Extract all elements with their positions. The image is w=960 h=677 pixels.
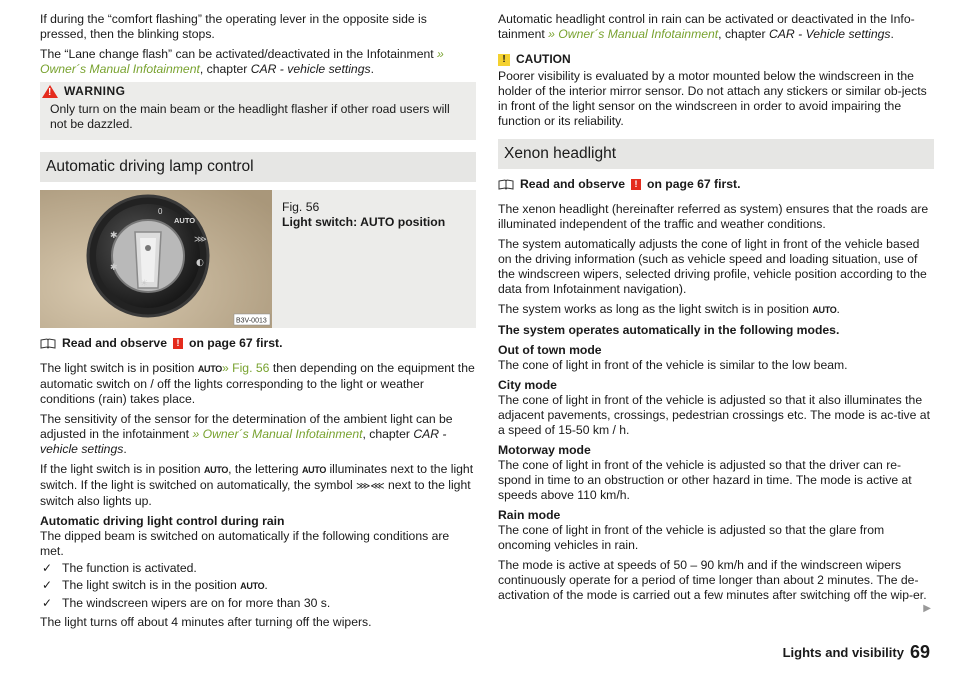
figure-caption-text: Light switch: AUTO position	[282, 215, 446, 229]
mode-item: Rain mode The cone of light in front of the vehicle is adjusted so that the glare from oncoming vehicles in rain.	[498, 508, 885, 552]
paragraph-lights-off: The light turns off about 4 minutes after turning off the wipers.	[40, 615, 372, 629]
paragraph-lane-change: The “Lane change flash” can be activated/deactivated in the Infotainment » Owner´s Manual Infotainment, chapter CAR - vehicle settings.	[40, 47, 444, 76]
read-observe-line: Read and observe ! on page 67 first.	[498, 177, 934, 192]
figure-number: Fig. 56	[282, 200, 320, 214]
low-beam-icon: ◐	[196, 258, 204, 268]
list-item: ✓ The function is activated.	[40, 561, 476, 576]
caution-icon: !	[498, 54, 510, 66]
parking-light-icon: ⋙	[194, 235, 207, 245]
auto-icon: AUTO	[197, 364, 222, 374]
auto-icon: AUTO	[301, 465, 327, 475]
page-number: 69	[909, 642, 930, 662]
paragraph-xenon-adjust: The system automatically adjusts the cone of light in front of the vehicle based on the driving information (such as vehicle speed and loading situation, use of the windscreen wipers, selected driving profile, vehicle position according to the data from Infotainment navigation).	[498, 237, 927, 296]
footer-section: Lights and visibility	[782, 645, 904, 660]
figure-code: B3V-0013	[236, 317, 267, 325]
auto-icon: AUTO	[812, 305, 837, 315]
section-title-xenon: Xenon headlight	[498, 139, 934, 169]
paragraph-rain-mode-active: The mode is active at speeds of 50 – 90 km/h and if the windscreen wipers continuously operate for a period of time longer than about 2 minutes. The de-activation of the mode is carried out a few minutes after switching off the wip-er.	[498, 558, 927, 602]
list-item: ✓ The light switch is in the position AUTO.	[40, 578, 476, 594]
continue-arrow-icon: ▶	[923, 603, 931, 614]
figure-56-link[interactable]: » Fig. 56	[221, 361, 270, 375]
figure-56	[40, 190, 476, 328]
light-switch-image	[40, 190, 272, 328]
paragraph-light-switch-position: The light switch is in position AUTO» Fig. 56 then depending on the equipment the automatic switch on / off the lights corresponding to the light or weather conditions (rain) takes place.	[40, 361, 475, 406]
light-switch-illustration	[40, 190, 272, 328]
rain-control-text: The dipped beam is switched on automatically if the following conditions are met.	[40, 529, 450, 558]
warning-box	[40, 82, 476, 140]
section-title-automatic-lamp: Automatic driving lamp control	[40, 152, 476, 182]
right-column	[498, 12, 934, 608]
paragraph-rain-control-toggle: Automatic headlight control in rain can be activated or deactivated in the Info-tainment » Owner´s Manual Infotainment, chapter CAR - Vehicle settings.	[498, 12, 915, 41]
page-footer	[782, 642, 930, 662]
book-icon	[40, 338, 56, 349]
left-column	[40, 12, 476, 635]
parking-light-symbol-icon: ⋙⋘	[356, 481, 385, 492]
owner-manual-link[interactable]: » Owner´s Manual Infotainment	[40, 47, 444, 76]
conditions-list	[40, 561, 476, 611]
book-icon	[498, 179, 514, 190]
read-observe-line: Read and observe ! on page 67 first.	[40, 336, 476, 351]
paragraph-comfort-flashing: If during the “comfort flashing” the operating lever in the opposite side is pressed, then the blinking stops.	[40, 12, 427, 41]
caution-block	[498, 52, 934, 129]
caution-label: CAUTION	[516, 52, 571, 66]
rain-control-title: Automatic driving light control during rain	[40, 514, 285, 528]
auto-icon: AUTO	[203, 465, 229, 475]
list-item: ✓ The windscreen wipers are on for more than 30 s.	[40, 596, 476, 611]
owner-manual-link-3[interactable]: » Owner´s Manual Infotainment	[548, 27, 719, 41]
warning-icon: !	[42, 85, 58, 98]
light-off-icon: ☀	[140, 279, 149, 289]
fog-front-icon: ✱	[110, 231, 118, 241]
caution-text: Poorer visibility is evaluated by a motor mounted below the windscreen in the holder of the interior mirror sensor. Do not attach any stickers or similar ob-jects in front of the light sensor on the windscreen in order to avoid impairing the function or its reliability.	[498, 69, 927, 128]
mode-item: Out of town mode The cone of light in front of the vehicle is similar to the low beam.	[498, 343, 848, 372]
fog-rear-icon: ✱	[110, 263, 118, 273]
rain-control-block	[40, 514, 476, 611]
warning-label: WARNING	[64, 84, 126, 98]
modes-title: The system operates automatically in the following modes.	[498, 323, 840, 337]
paragraph-auto-lettering: If the light switch is in position AUTO, the lettering AUTO illuminates next to the light switch. If the light is switched on automatically, the symbol ⋙⋘ next to the light switch also lights up.	[40, 462, 474, 508]
mode-item: Motorway mode The cone of light in front of the vehicle is adjusted so that the driver can re-spond in time to an obstruction or other hazard in time. The mode is active at speeds above 110 km/h.	[498, 443, 912, 502]
warning-reference-icon: !	[173, 338, 183, 349]
warning-reference-icon: !	[631, 179, 641, 190]
auto-icon: AUTO	[240, 581, 265, 591]
paragraph-sensitivity: The sensitivity of the sensor for the determination of the ambient light can be adjusted in the infotainment » Owner´s Manual Infotainment, chapter CAR - vehicle settings.	[40, 412, 453, 456]
mode-item: City mode The cone of light in front of the vehicle is adjusted so that it also illuminates the adjacent pavements, crossings, pedestrian crossings etc. The mode is ac-tive at a speed of 15-50 km / h.	[498, 378, 930, 437]
warning-text: Only turn on the main beam or the headlight flasher if other road users will not be dazzled.	[50, 102, 450, 131]
owner-manual-link-2[interactable]: » Owner´s Manual Infotainment	[192, 427, 363, 441]
paragraph-xenon-intro: The xenon headlight (hereinafter referred as system) ensures that the roads are illuminated independent of the traffic and weather conditions.	[498, 202, 929, 231]
paragraph-xenon-works: The system works as long as the light switch is in position AUTO.	[498, 302, 840, 316]
knob-zero-label: 0	[158, 207, 163, 216]
knob-auto-label: AUTO	[174, 216, 196, 225]
figure-caption	[272, 190, 455, 328]
